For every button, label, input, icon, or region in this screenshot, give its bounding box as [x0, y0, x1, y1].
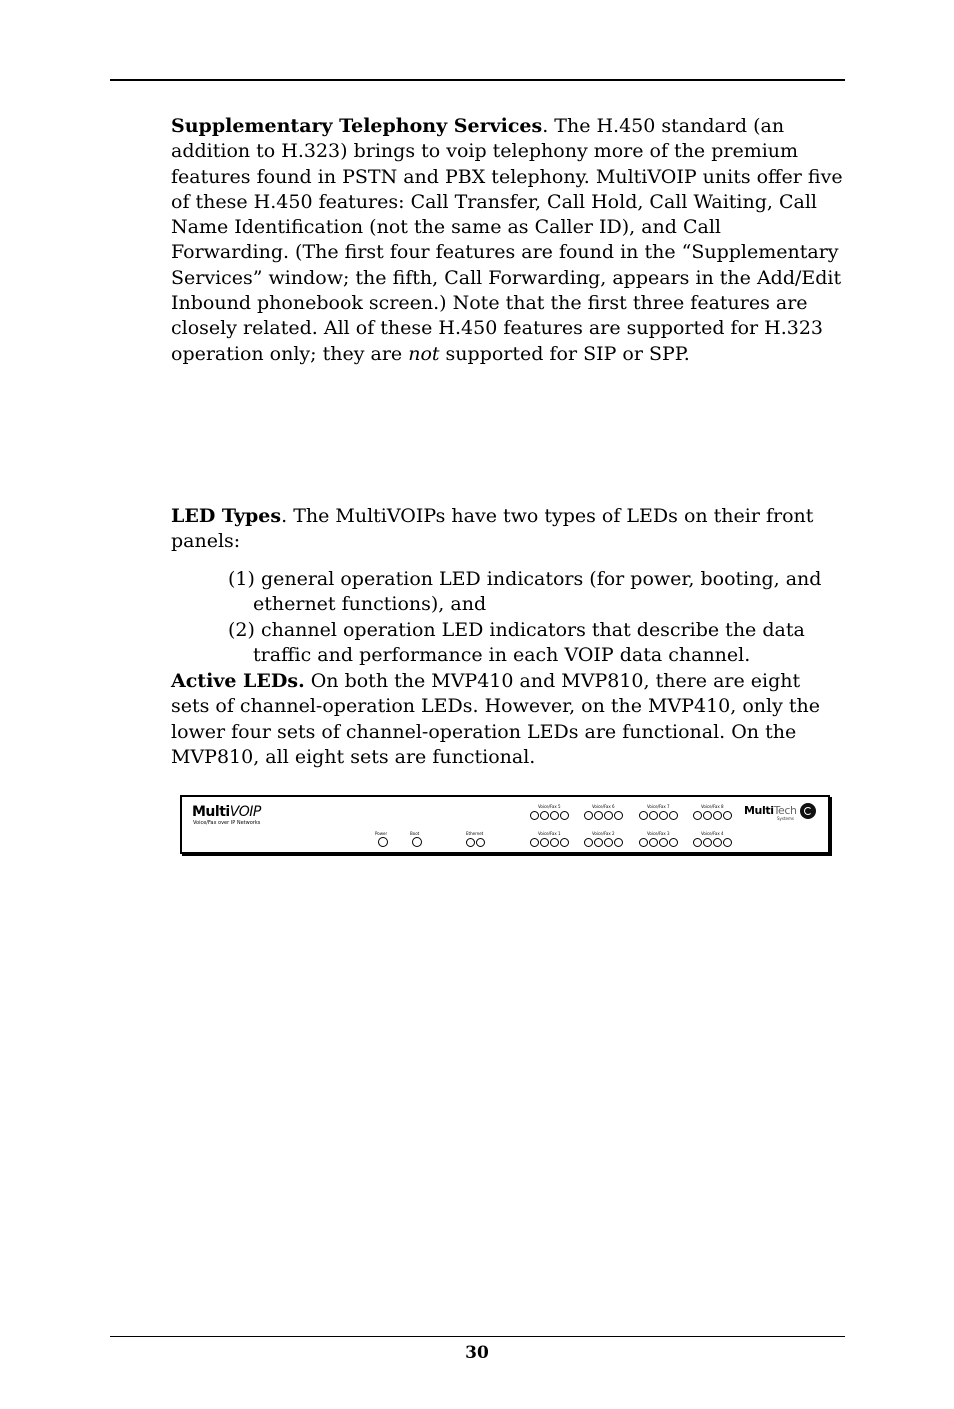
- led-icon: [550, 838, 559, 847]
- label-voice-fax-2: Voice/Fax 2: [592, 831, 615, 836]
- paragraph-body: . The MultiVOIPs have two types of LEDs on their front panels:: [171, 505, 814, 553]
- led-icon: [584, 838, 593, 847]
- multitech-logo: MultiTech: [744, 804, 797, 817]
- led-icon: [669, 811, 678, 820]
- led-icon: [614, 838, 623, 847]
- label-voice-fax-7: Voice/Fax 7: [647, 804, 670, 809]
- led-icon: [560, 811, 569, 820]
- label-voice-fax-8: Voice/Fax 8: [701, 804, 724, 809]
- label-boot: Boot: [410, 831, 420, 836]
- label-voice-fax-4: Voice/Fax 4: [701, 831, 724, 836]
- led-icon: [693, 838, 702, 847]
- term-led-types: LED Types: [171, 505, 282, 527]
- multivoip-logo: MultiVOIP: [192, 804, 261, 820]
- multitech-systems-label: Systems: [777, 816, 794, 821]
- header-rule: [110, 79, 845, 81]
- led-icon: [659, 811, 668, 820]
- led-icon: [693, 811, 702, 820]
- led-icon: [649, 838, 658, 847]
- paragraph-body: On both the MVP410 and MVP810, there are eight sets of channel-operation LEDs. However, on the MVP410, only the lower four sets of channel-operation LEDs are functional. On the MVP810, all eight sets are functional.: [171, 670, 820, 768]
- led-icon: [594, 811, 603, 820]
- led-icon: [560, 838, 569, 847]
- list-item: (2) channel operation LED indicators that describe the data traffic and performance in each VOIP data channel.: [228, 618, 805, 666]
- multitech-emblem-icon: [800, 803, 816, 819]
- front-panel-figure: [180, 795, 830, 854]
- led-icon: [649, 811, 658, 820]
- paragraph-supplementary-services: [171, 114, 843, 367]
- led-icon: [614, 811, 623, 820]
- led-type-list: [228, 567, 843, 668]
- led-icon: [530, 811, 539, 820]
- led-icon: [723, 811, 732, 820]
- label-ethernet: Ethernet: [466, 831, 484, 836]
- boot-led-icon: [412, 837, 422, 847]
- ethernet-led-icon: [466, 838, 475, 847]
- page-number: 30: [465, 1343, 489, 1363]
- led-icon: [639, 838, 648, 847]
- label-voice-fax-3: Voice/Fax 3: [647, 831, 670, 836]
- panel-tagline: Voice/Fax over IP Networks: [193, 820, 261, 826]
- led-icon: [669, 838, 678, 847]
- led-icon: [703, 838, 712, 847]
- led-icon: [604, 811, 613, 820]
- led-icon: [584, 811, 593, 820]
- led-icon: [540, 838, 549, 847]
- led-icon: [659, 838, 668, 847]
- paragraph-body: . The H.450 standard (an addition to H.323) brings to voip telephony more of the premium features found in PSTN and PBX telephony. MultiVOIP units offer five of these H.450 features: Call Transfer, Call Hold, Call Waiting, Call Name Identification (not the same as Caller ID), and Call Forwarding. (The first four features are found in the “Supplementary Services” window; the fifth, Call Forwarding, appears in the Add/Edit Inbound phonebook screen.) Note that the first three features are closely related. All of these H.450 features are supported for H.323 operation only; they are: [171, 115, 843, 365]
- power-led-icon: [378, 837, 388, 847]
- list-item: (1) general operation LED indicators (for power, booting, and ethernet functions), and: [228, 568, 822, 616]
- label-voice-fax-1: Voice/Fax 1: [538, 831, 561, 836]
- footer-rule: [110, 1336, 845, 1337]
- led-icon: [530, 838, 539, 847]
- paragraph-led-types: [171, 504, 843, 555]
- led-icon: [703, 811, 712, 820]
- led-icon: [550, 811, 559, 820]
- paragraph-active-leds: [171, 669, 843, 770]
- label-voice-fax-6: Voice/Fax 6: [592, 804, 615, 809]
- led-icon: [713, 811, 722, 820]
- label-power: Power: [375, 831, 388, 836]
- label-voice-fax-5: Voice/Fax 5: [538, 804, 561, 809]
- emphasis-not: not: [408, 342, 440, 365]
- led-icon: [594, 838, 603, 847]
- led-icon: [723, 838, 732, 847]
- term-active-leds: Active LEDs.: [171, 670, 305, 692]
- paragraph-body-end: supported for SIP or SPP.: [439, 342, 690, 365]
- led-icon: [540, 811, 549, 820]
- led-icon: [639, 811, 648, 820]
- ethernet-led-icon: [476, 838, 485, 847]
- led-icon: [713, 838, 722, 847]
- led-icon: [604, 838, 613, 847]
- term-supplementary-services: Supplementary Telephony Services: [171, 115, 543, 137]
